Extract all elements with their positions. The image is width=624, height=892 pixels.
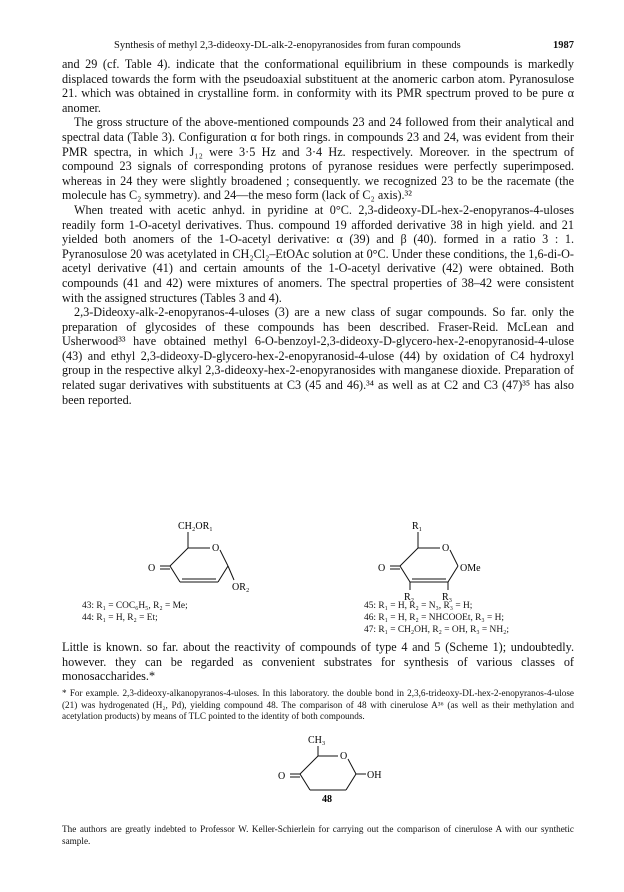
ch3-label: CH₃	[308, 735, 326, 746]
closing-text	[62, 640, 574, 684]
paragraph: When treated with acetic anhyd. in pyridine at 0°C. 2,3-dideoxy-DL-hex-2-enopyranos-4-uloses readily form 1-O-acetyl derivatives. Thus. compound 19 afforded derivative 38 in high yield. and 21 yielded both anomers of the 1-O-acetyl derivative: α (39) and β (40). formed in a ratio 3 : 1. Pyranosulose 20 was acetylated in CH₂Cl₂–EtOAc solution at 0°C. Under these conditions, the 1,6-di-O-acetyl derivative (41) and certain amounts of the 1-O-acetyl derivative (42) were obtained. Both compounds (41 and 42) were mixtures of anomers. The spectral properties of 38–42 were consistent with the assigned structures (Tables 3 and 4).	[62, 202, 574, 305]
carbonyl-oxygen-label: O	[148, 563, 156, 574]
structure-48	[270, 732, 400, 804]
footnote-text: * For example. 2,3-dideoxy-alkanopyranos-4-uloses. In this laboratory. the double bond in 2,3,6-trideoxy-DL-hex-2-enopyranos-4-ulose (21) was hydrogenated (H₂, Pd), yielding compound 48. The comparison of 48 with cinerulose A³⁶ (as well as their methylation and acetylation products) by means of TLC pointed to the identity of both compounds.	[62, 688, 574, 722]
ring-oxygen-label: O	[212, 543, 220, 554]
paragraph: The gross structure of the above-mentioned compounds 23 and 24 followed from their analytical and spectral data (Table 3). Configuration α for both rings. in compounds 23 and 24, was evident from their PMR spectra, in which J₁₂ were 3·5 Hz and 3·4 Hz. respectively. Moreover. in the spectrum of compound 23 signals of corresponding protons of pyranose residues were perfectly superimposed. whereas in 24 they were slightly broadened ; consequently. we recognized 23 to be the racemate (the molecule has C₂ symmetry). and 24—the meso form (lack of C₂ axis).³²	[62, 115, 574, 203]
carbonyl-oxygen-label: O	[378, 563, 386, 574]
structure-43-44	[140, 518, 270, 602]
footnote	[62, 688, 574, 723]
paragraph: Little is known. so far. about the reactivity of compounds of type 4 and 5 (Scheme 1); undoubtedly. however. they can be regarded as convenient substrates for synthesis of various classes of monosaccharides.*	[62, 640, 574, 684]
carbonyl-oxygen-label: O	[278, 771, 286, 782]
structure-45-47	[370, 518, 500, 602]
ring-oxygen-label: O	[340, 751, 348, 762]
ring-oxygen-label: O	[442, 543, 450, 554]
caption-line: 44: R₁ = H, R₂ = Et;	[82, 613, 158, 623]
acknowledgement-text: The authors are greatly indebted to Professor W. Keller-Schierlein for carrying out the comparison of cinerulose A with our synthetic sample.	[62, 824, 574, 846]
oh-label: OH	[367, 770, 382, 781]
r1-label: R₁	[412, 521, 423, 532]
r3-label: R₃	[442, 592, 453, 602]
paragraph: 2,3-Dideoxy-alk-2-enopyranos-4-uloses (3) are a new class of sugar compounds. So far. only the preparation of glycosides of these compounds has been described. Fraser-Reid. McLean and Usherwood³³ have obtained methyl 6-O-benzoyl-2,3-dideoxy-D-glycero-hex-2-enopyranosid-4-ulose (43) and ethyl 2,3-dideoxy-D-glycero-hex-2-enopyranosid-4-ulose (44) by oxidation of C4 hydroxyl group in the respective alkyl 2,3-dideoxy-hex-2-enopyranosides with manganese dioxide. Preparation of related sugar derivatives with substituents at C3 (45 and 46).³⁴ as well as at C2 and C3 (47)³⁵ has also been reported.	[62, 305, 574, 407]
caption-line: 45: R₁ = H, R₂ = N₃, R₃ = H;	[364, 601, 473, 611]
r2-label: R₂	[404, 592, 415, 602]
running-title: Synthesis of methyl 2,3-dideoxy-DL-alk-2-enopyranosides from furan compounds	[114, 40, 461, 51]
structure-caption-right	[364, 600, 509, 636]
acknowledgement	[62, 824, 574, 847]
main-text	[62, 57, 574, 407]
structure-caption-left	[82, 600, 188, 624]
page-number: 1987	[553, 40, 574, 51]
running-header	[62, 40, 574, 51]
caption-line: 46: R₁ = H, R₂ = NHCOOEt, R₃ = H;	[364, 613, 504, 623]
ch2or1-label: CH₂OR₁	[178, 521, 213, 532]
caption-line: 47: R₁ = CH₂OH, R₂ = OH, R₃ = NH₂;	[364, 625, 509, 635]
ome-label: OMe	[460, 563, 481, 574]
caption-line: 43: R₁ = COC₆H₅, R₂ = Me;	[82, 601, 188, 611]
or2-label: OR₂	[232, 582, 250, 593]
compound-48-label: 48	[322, 794, 332, 804]
paragraph: and 29 (cf. Table 4). indicate that the conformational equilibrium in these compounds is markedly displaced towards the form with the pseudoaxial substituent at the anomeric carbon atom. Pyranosulose 21. which was obtained in crystalline form. in conformity with its PMR spectrum proved to be pure α anomer.	[62, 57, 574, 115]
